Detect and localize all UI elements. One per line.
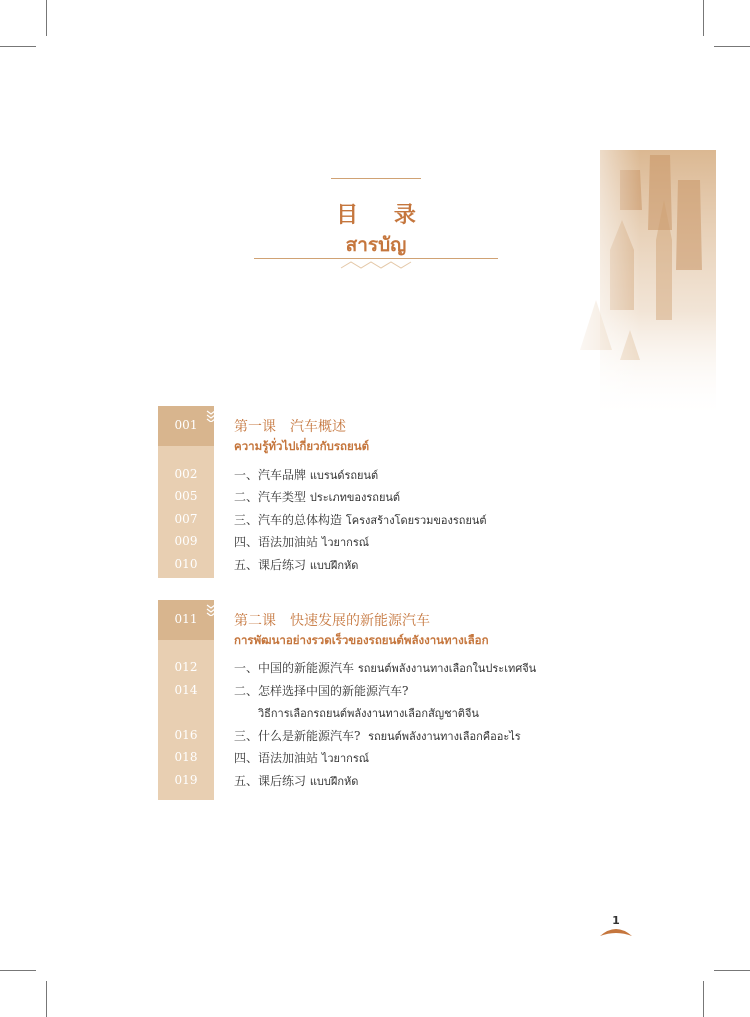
toc-page-number: 005 [174, 489, 198, 503]
toc-entry-zh: 四、语法加油站 [234, 751, 319, 765]
lesson-title[interactable]: 第一课 汽车概述 [234, 419, 346, 435]
toc-entry-th: รถยนต์พลังงานทางเลือกในประเทศจีน [357, 662, 537, 675]
toc-entry-th: โครงสร้างโดยรวมของรถยนต์ [345, 514, 487, 527]
toc-entry-th: แบบฝึกหัด [309, 775, 359, 788]
toc-entry[interactable] [234, 749, 369, 767]
crop-mark [46, 981, 47, 1017]
toc-entry-zh: 二、汽车类型 [234, 490, 307, 504]
toc-entry[interactable] [234, 682, 408, 699]
page-number-column [158, 406, 214, 578]
toc-page-number: 016 [174, 728, 198, 742]
toc-entry[interactable] [234, 488, 400, 506]
toc-entry-zh: 二、怎样选择中国的新能源汽车? [234, 684, 409, 698]
toc-entry[interactable] [234, 556, 358, 574]
toc-entry-th: ไวยากรณ์ [321, 536, 369, 549]
crop-mark [703, 981, 704, 1017]
toc-entry-zh: 一、中国的新能源汽车 [234, 661, 355, 675]
toc-entry-zh: 四、语法加油站 [234, 535, 319, 549]
toc-entry-th: วิธีการเลือกรถยนต์พลังงานทางเลือกสัญชาติจีน [258, 707, 479, 720]
toc-entry[interactable] [234, 511, 487, 529]
page-title-chinese: 目 录 [336, 203, 430, 228]
toc-entry-th: แบบฝึกหัด [309, 559, 359, 572]
toc-page-number: 002 [174, 467, 198, 481]
crop-mark [714, 46, 750, 47]
decorative-skyline-image [560, 150, 716, 420]
page-number: 1 [612, 914, 620, 927]
header-top-rule [331, 178, 421, 179]
header-ornament [336, 260, 416, 270]
toc-entry-th: ไวยากรณ์ [321, 752, 369, 765]
toc-entry-zh: 三、汽车的总体构造 [234, 513, 343, 527]
lesson-start-page: 001 [174, 418, 198, 432]
toc-entry[interactable] [234, 466, 378, 484]
toc-page-number: 019 [174, 773, 198, 787]
toc-page-number: 007 [174, 512, 198, 526]
toc-entry[interactable] [234, 772, 358, 790]
lesson-subtitle: การพัฒนาอย่างรวดเร็วของรถยนต์พลังงานทางเลือก [234, 633, 489, 647]
toc-page-number: 009 [174, 534, 198, 548]
page-number-column [158, 600, 214, 800]
crop-mark [0, 46, 36, 47]
toc-entry-th: แบรนด์รถยนต์ [309, 469, 379, 482]
toc-entry-th: รถยนต์พลังงานทางเลือกคืออะไร [368, 730, 521, 743]
toc-entry-zh: 五、课后练习 [234, 558, 307, 572]
toc-entry-zh: 一、汽车品牌 [234, 468, 307, 482]
lesson-1-block [158, 406, 678, 578]
toc-entry[interactable] [234, 533, 369, 551]
lesson-subtitle: ความรู้ทั่วไปเกี่ยวกับรถยนต์ [234, 439, 370, 453]
page-title-thai: สารบัญ [345, 234, 407, 256]
lesson-title[interactable]: 第二课 快速发展的新能源汽车 [234, 613, 430, 629]
toc-page-number: 010 [174, 557, 198, 571]
header-bottom-rule [254, 258, 498, 259]
toc-entry-zh: 三、什么是新能源汽车? [234, 729, 361, 743]
lesson-2-block [158, 600, 678, 800]
toc-page-number: 012 [174, 660, 198, 674]
toc-entry-continuation[interactable] [258, 704, 479, 722]
crop-mark [714, 970, 750, 971]
toc-page-number: 018 [174, 750, 198, 764]
crop-mark [703, 0, 704, 36]
toc-entry-zh: 五、课后练习 [234, 774, 307, 788]
toc-entry-th: ประเภทของรถยนต์ [309, 491, 401, 504]
crop-mark [46, 0, 47, 36]
toc-page-number: 014 [174, 683, 198, 697]
toc-entry[interactable] [234, 727, 521, 745]
lesson-start-page: 011 [174, 612, 198, 626]
crop-mark [0, 970, 36, 971]
toc-entry[interactable] [234, 659, 536, 677]
